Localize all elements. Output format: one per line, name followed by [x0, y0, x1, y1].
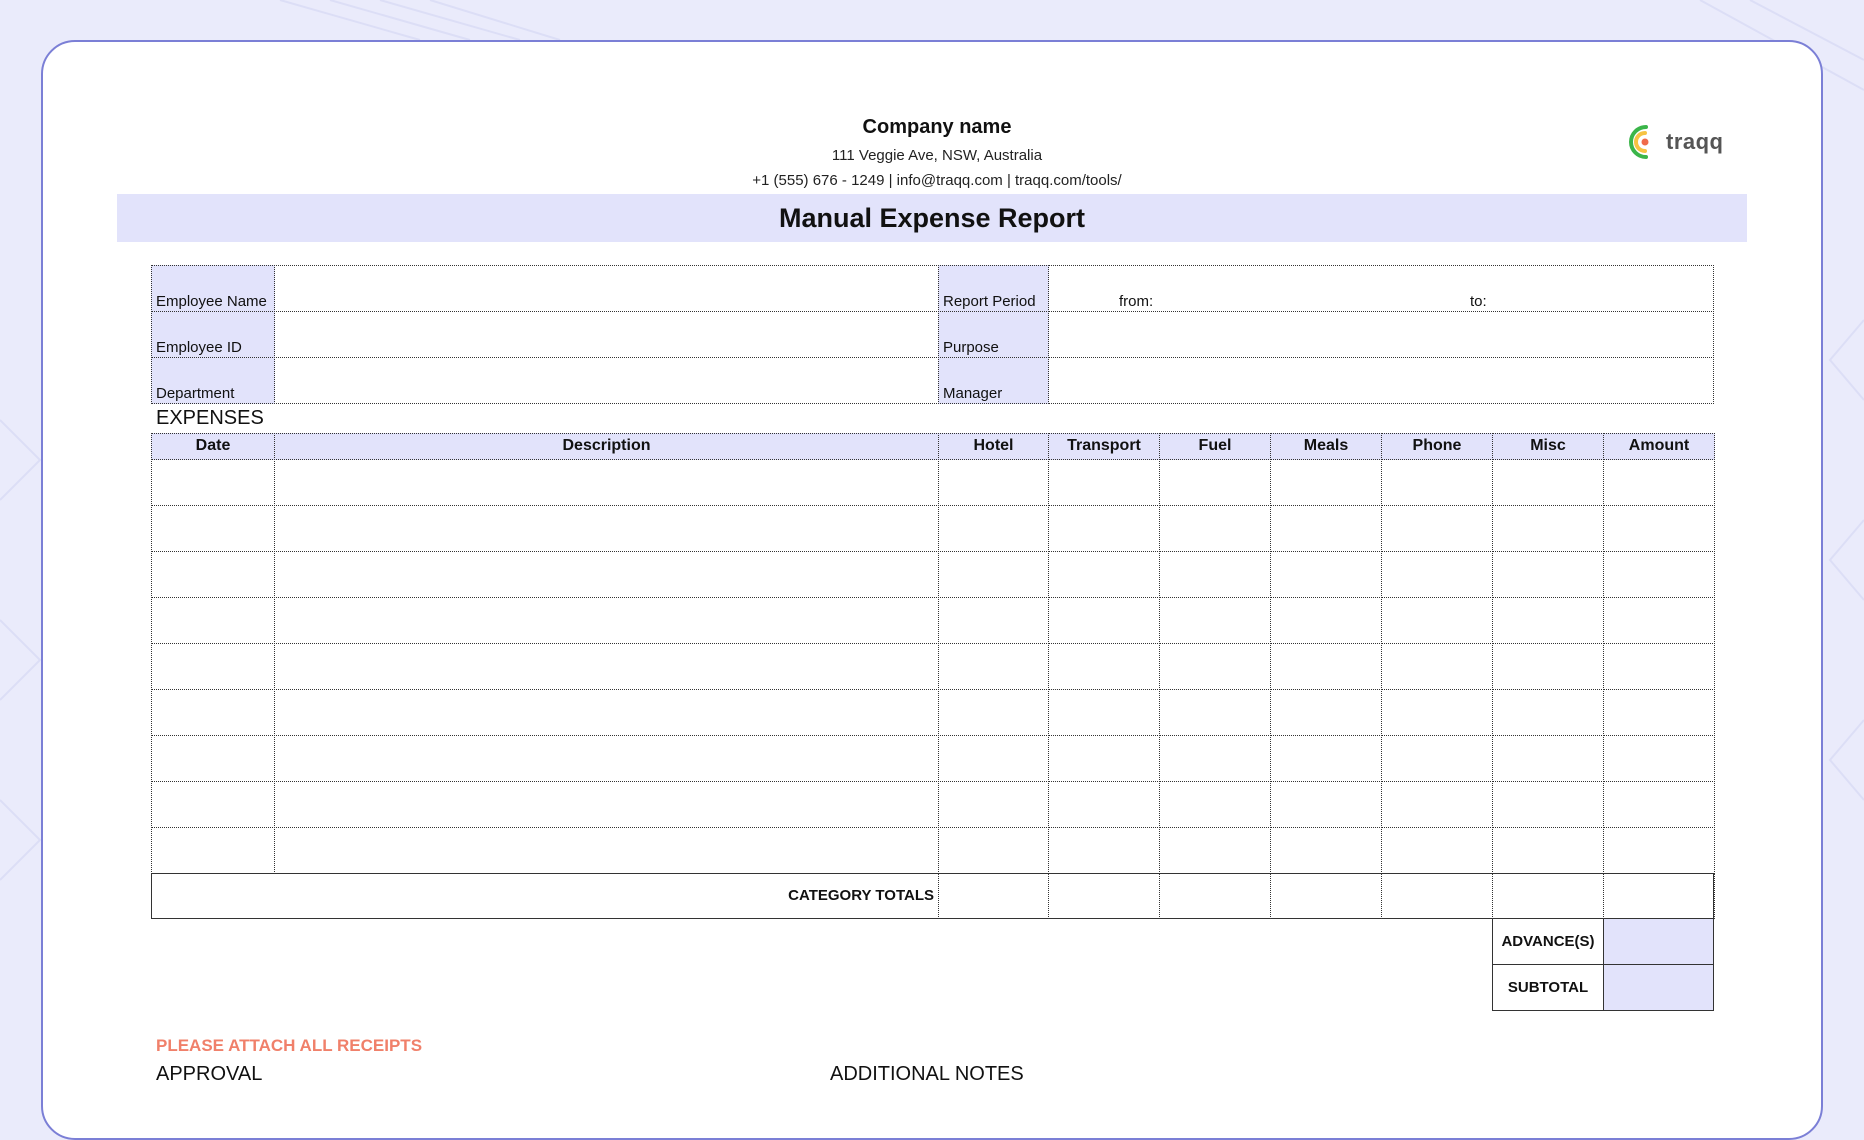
- expense-cell-amount[interactable]: [1603, 781, 1715, 828]
- expense-cell-misc[interactable]: [1492, 505, 1604, 552]
- expense-cell-misc[interactable]: [1492, 459, 1604, 506]
- expense-cell-phone[interactable]: [1381, 551, 1493, 598]
- category-total-phone[interactable]: [1381, 873, 1493, 919]
- category-total-hotel[interactable]: [938, 873, 1049, 919]
- expense-cell-date[interactable]: [151, 459, 275, 506]
- expense-cell-fuel[interactable]: [1159, 689, 1271, 736]
- expense-cell-misc[interactable]: [1492, 735, 1604, 782]
- expense-cell-transport[interactable]: [1048, 551, 1160, 598]
- expense-cell-hotel[interactable]: [938, 551, 1049, 598]
- expense-cell-hotel[interactable]: [938, 459, 1049, 506]
- expense-cell-misc[interactable]: [1492, 551, 1604, 598]
- manager-field[interactable]: [1048, 357, 1714, 404]
- column-header-transport: Transport: [1048, 433, 1160, 460]
- expense-cell-misc[interactable]: [1492, 643, 1604, 690]
- logo-text: traqq: [1666, 129, 1724, 154]
- column-header-phone: Phone: [1381, 433, 1493, 460]
- expense-cell-phone[interactable]: [1381, 735, 1493, 782]
- expense-cell-hotel[interactable]: [938, 735, 1049, 782]
- expense-cell-amount[interactable]: [1603, 643, 1715, 690]
- expense-cell-phone[interactable]: [1381, 781, 1493, 828]
- report-period-label-cell: [938, 265, 1049, 312]
- expense-cell-phone[interactable]: [1381, 459, 1493, 506]
- manager-label: Manager: [943, 385, 1003, 402]
- expense-cell-date[interactable]: [151, 689, 275, 736]
- expense-cell-hotel[interactable]: [938, 689, 1049, 736]
- category-total-meals[interactable]: [1270, 873, 1382, 919]
- category-total-transport[interactable]: [1048, 873, 1160, 919]
- traqq-logo: [1628, 122, 1724, 162]
- expense-cell-fuel[interactable]: [1159, 827, 1271, 874]
- expense-cell-meals[interactable]: [1270, 643, 1382, 690]
- expense-cell-transport[interactable]: [1048, 735, 1160, 782]
- expense-cell-phone[interactable]: [1381, 689, 1493, 736]
- expense-cell-hotel[interactable]: [938, 505, 1049, 552]
- manager-label-cell: [938, 357, 1049, 404]
- purpose-label-cell: [938, 311, 1049, 358]
- expense-cell-description[interactable]: [274, 735, 939, 782]
- department-label: Department: [156, 385, 235, 402]
- expense-cell-fuel[interactable]: [1159, 643, 1271, 690]
- expenses-section-title: EXPENSES: [156, 407, 264, 429]
- expense-cell-fuel[interactable]: [1159, 597, 1271, 644]
- employee-name-field[interactable]: [274, 265, 939, 312]
- expense-cell-phone[interactable]: [1381, 643, 1493, 690]
- expense-cell-transport[interactable]: [1048, 827, 1160, 874]
- expense-cell-amount[interactable]: [1603, 735, 1715, 782]
- purpose-label: Purpose: [943, 339, 999, 356]
- expense-cell-description[interactable]: [274, 551, 939, 598]
- expense-cell-fuel[interactable]: [1159, 551, 1271, 598]
- expense-cell-amount[interactable]: [1603, 551, 1715, 598]
- expense-cell-fuel[interactable]: [1159, 781, 1271, 828]
- expense-cell-misc[interactable]: [1492, 597, 1604, 644]
- expense-cell-amount[interactable]: [1603, 459, 1715, 506]
- column-header-date: Date: [151, 433, 275, 460]
- expense-cell-description[interactable]: [274, 827, 939, 874]
- expense-cell-amount[interactable]: [1603, 597, 1715, 644]
- expense-cell-transport[interactable]: [1048, 781, 1160, 828]
- report-period-field[interactable]: [1048, 265, 1714, 312]
- column-header-fuel: Fuel: [1159, 433, 1271, 460]
- company-contact: +1 (555) 676 - 1249 | info@traqq.com | traqq.com/tools/: [752, 172, 1122, 189]
- expense-cell-description[interactable]: [274, 643, 939, 690]
- employee-id-label-cell: [151, 311, 275, 358]
- expense-cell-misc[interactable]: [1492, 689, 1604, 736]
- expense-cell-date[interactable]: [151, 597, 275, 644]
- additional-notes-title: ADDITIONAL NOTES: [830, 1063, 1024, 1085]
- expense-cell-description[interactable]: [274, 781, 939, 828]
- expense-cell-transport[interactable]: [1048, 597, 1160, 644]
- employee-id-label: Employee ID: [156, 339, 242, 356]
- category-total-fuel[interactable]: [1159, 873, 1271, 919]
- column-header-hotel: Hotel: [938, 433, 1049, 460]
- employee-name-label-cell: [151, 265, 275, 312]
- traqq-logo-icon: [1628, 123, 1660, 161]
- expense-cell-fuel[interactable]: [1159, 459, 1271, 506]
- purpose-field[interactable]: [1048, 311, 1714, 358]
- expense-cell-date[interactable]: [151, 505, 275, 552]
- expense-cell-meals[interactable]: [1270, 827, 1382, 874]
- expense-cell-date[interactable]: [151, 827, 275, 874]
- expense-cell-transport[interactable]: [1048, 643, 1160, 690]
- expense-cell-date[interactable]: [151, 781, 275, 828]
- expense-cell-amount[interactable]: [1603, 689, 1715, 736]
- expense-cell-meals[interactable]: [1270, 551, 1382, 598]
- expense-cell-meals[interactable]: [1270, 689, 1382, 736]
- employee-name-label: Employee Name: [156, 293, 267, 310]
- expense-cell-description[interactable]: [274, 597, 939, 644]
- department-label-cell: [151, 357, 275, 404]
- expense-cell-meals[interactable]: [1270, 735, 1382, 782]
- column-header-misc: Misc: [1492, 433, 1604, 460]
- expense-cell-meals[interactable]: [1270, 597, 1382, 644]
- report-period-label: Report Period: [943, 293, 1036, 310]
- approval-section-title: APPROVAL: [156, 1063, 263, 1085]
- expense-cell-description[interactable]: [274, 689, 939, 736]
- category-totals-label: CATEGORY TOTALS: [788, 887, 934, 904]
- subtotal-label: SUBTOTAL: [1492, 964, 1604, 1011]
- expense-cell-amount[interactable]: [1603, 827, 1715, 874]
- category-total-amount[interactable]: [1603, 873, 1715, 919]
- column-header-amount: Amount: [1603, 433, 1715, 460]
- expense-cell-transport[interactable]: [1048, 689, 1160, 736]
- expense-cell-transport[interactable]: [1048, 505, 1160, 552]
- expense-cell-meals[interactable]: [1270, 459, 1382, 506]
- advances-label: ADVANCE(S): [1492, 918, 1604, 965]
- company-address: 111 Veggie Ave, NSW, Australia: [831, 147, 1043, 164]
- expense-cell-misc[interactable]: [1492, 781, 1604, 828]
- expense-cell-meals[interactable]: [1270, 781, 1382, 828]
- expense-cell-hotel[interactable]: [938, 643, 1049, 690]
- expense-cell-transport[interactable]: [1048, 459, 1160, 506]
- to-label: to:: [1470, 293, 1487, 310]
- column-header-description: Description: [274, 433, 939, 460]
- category-total-misc[interactable]: [1492, 873, 1604, 919]
- expense-cell-misc[interactable]: [1492, 827, 1604, 874]
- expense-cell-date[interactable]: [151, 643, 275, 690]
- expense-cell-date[interactable]: [151, 551, 275, 598]
- advances-value[interactable]: [1603, 918, 1714, 965]
- expense-cell-description[interactable]: [274, 505, 939, 552]
- expense-cell-phone[interactable]: [1381, 505, 1493, 552]
- subtotal-value[interactable]: [1603, 964, 1714, 1011]
- expense-cell-hotel[interactable]: [938, 827, 1049, 874]
- department-field[interactable]: [274, 357, 939, 404]
- expense-cell-fuel[interactable]: [1159, 735, 1271, 782]
- receipts-note: PLEASE ATTACH ALL RECEIPTS: [156, 1036, 423, 1055]
- expense-cell-phone[interactable]: [1381, 597, 1493, 644]
- employee-id-field[interactable]: [274, 311, 939, 358]
- expense-cell-fuel[interactable]: [1159, 505, 1271, 552]
- expense-cell-date[interactable]: [151, 735, 275, 782]
- expense-cell-description[interactable]: [274, 459, 939, 506]
- from-label: from:: [1119, 293, 1154, 310]
- expense-cell-hotel[interactable]: [938, 781, 1049, 828]
- expense-cell-phone[interactable]: [1381, 827, 1493, 874]
- column-header-meals: Meals: [1270, 433, 1382, 460]
- report-title: Manual Expense Report: [117, 194, 1747, 242]
- expense-cell-amount[interactable]: [1603, 505, 1715, 552]
- expense-cell-hotel[interactable]: [938, 597, 1049, 644]
- company-name: Company name: [862, 116, 1012, 138]
- expense-cell-meals[interactable]: [1270, 505, 1382, 552]
